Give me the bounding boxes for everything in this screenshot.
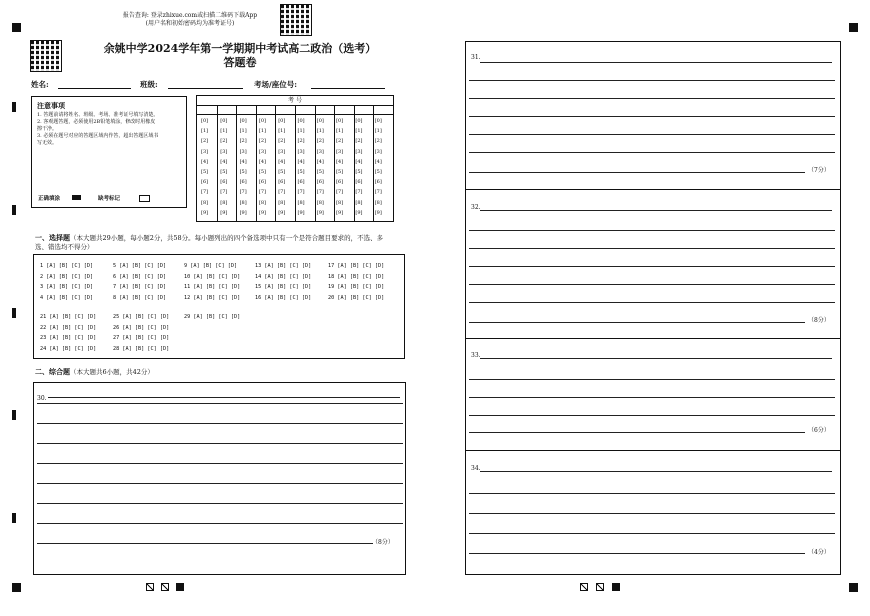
- question-score: （4分）: [808, 549, 830, 556]
- page-mark-slash: [580, 583, 588, 591]
- grid-divider: [315, 105, 316, 221]
- exam-digit-bubble[interactable]: [2]: [278, 138, 286, 145]
- exam-digit-bubble[interactable]: [4]: [336, 158, 344, 165]
- exam-digit-bubble[interactable]: [6]: [278, 179, 286, 186]
- mcq-question-3[interactable]: 3 [A] [B] [C] [D]: [40, 284, 94, 290]
- exam-digit-bubble[interactable]: [8]: [239, 199, 247, 206]
- notes-box: [31, 96, 187, 208]
- exam-digit-bubble[interactable]: [1]: [220, 128, 228, 135]
- exam-digit-bubble[interactable]: [6]: [316, 179, 324, 186]
- exam-digit-bubble[interactable]: [6]: [355, 179, 363, 186]
- exam-digit-bubble[interactable]: [1]: [297, 128, 305, 135]
- exam-digit-bubble[interactable]: [8]: [297, 199, 305, 206]
- answer-line[interactable]: [469, 322, 805, 323]
- exam-digit-bubble[interactable]: [3]: [258, 148, 266, 155]
- exam-digit-bubble[interactable]: [1]: [258, 128, 266, 135]
- page-mark-slash: [161, 583, 169, 591]
- exam-digit-bubble[interactable]: [3]: [374, 148, 382, 155]
- exam-digit-bubble[interactable]: [2]: [258, 138, 266, 145]
- exam-digit-bubble[interactable]: [6]: [374, 179, 382, 186]
- exam-digit-bubble[interactable]: [5]: [374, 169, 382, 175]
- mcq-question-15[interactable]: 15 [A] [B] [C] [D]: [255, 284, 312, 290]
- answer-box-34[interactable]: [466, 451, 840, 574]
- exam-digit-bubble[interactable]: [5]: [201, 169, 209, 175]
- exam-digit-bubble[interactable]: [9]: [258, 209, 266, 216]
- exam-digit-bubble[interactable]: [8]: [316, 199, 324, 206]
- answer-line[interactable]: [469, 230, 835, 231]
- question-score: （6分）: [808, 427, 830, 434]
- name-field[interactable]: [58, 88, 131, 89]
- exam-digit-bubble[interactable]: [4]: [201, 158, 209, 165]
- exam-digit-bubble[interactable]: [0]: [278, 118, 286, 124]
- timing-mark: [12, 410, 16, 420]
- answer-line[interactable]: [48, 397, 400, 398]
- exam-digit-bubble[interactable]: [2]: [316, 138, 324, 145]
- mcq-question-2[interactable]: 2 [A] [B] [C] [D]: [40, 273, 94, 280]
- mcq-question-6[interactable]: 6 [A] [B] [C] [D]: [113, 273, 167, 280]
- answer-line[interactable]: [469, 493, 835, 494]
- exam-number-header: 考 号: [197, 96, 393, 106]
- question-number: 31.: [471, 54, 481, 61]
- exam-digit-bubble[interactable]: [0]: [374, 118, 382, 124]
- exam-digit-bubble[interactable]: [6]: [336, 179, 344, 186]
- exam-digit-bubble[interactable]: [7]: [278, 189, 286, 196]
- grid-divider: [236, 105, 237, 221]
- mcq-question-10[interactable]: 10 [A] [B] [C] [D]: [184, 273, 241, 280]
- exam-digit-bubble[interactable]: [4]: [355, 158, 363, 165]
- exam-digit-bubble[interactable]: [4]: [239, 158, 247, 165]
- exam-digit-bubble[interactable]: [2]: [239, 138, 247, 145]
- answer-line[interactable]: [37, 503, 403, 504]
- notes-item: 3. 必须在题号对应的答题区域内作答，超出答题区域书写无效。: [37, 133, 159, 146]
- exam-digit-bubble[interactable]: [5]: [336, 169, 344, 175]
- exam-digit-bubble[interactable]: [4]: [220, 158, 228, 165]
- exam-digit-bubble[interactable]: [0]: [258, 118, 266, 124]
- mcq-question-8[interactable]: 8 [A] [B] [C] [D]: [113, 294, 167, 301]
- exam-digit-bubble[interactable]: [1]: [355, 128, 363, 135]
- answer-line[interactable]: [469, 284, 835, 285]
- exam-digit-bubble[interactable]: [0]: [297, 118, 305, 124]
- mcq-question-20[interactable]: 20 [A] [B] [C] [D]: [328, 294, 385, 301]
- grid-divider: [373, 105, 374, 221]
- answer-line[interactable]: [469, 513, 835, 514]
- exam-digit-bubble[interactable]: [2]: [336, 138, 344, 145]
- app-download-line2: (用户名和初始密码均为准考证号): [145, 20, 235, 27]
- grid-divider: [354, 105, 355, 221]
- exam-digit-bubble[interactable]: [5]: [239, 169, 247, 175]
- exam-digit-bubble[interactable]: [6]: [201, 179, 209, 186]
- notes-item: 2. 客观题答题，必须使用2B铅笔填涂，修改时用橡皮擦干净。: [37, 119, 156, 132]
- answer-line[interactable]: [480, 210, 832, 211]
- exam-digit-bubble[interactable]: [6]: [239, 179, 247, 186]
- answer-line[interactable]: [469, 553, 805, 554]
- class-label: 班级:: [140, 80, 158, 89]
- qr-code-icon: [281, 5, 311, 35]
- exam-digit-bubble[interactable]: [8]: [201, 199, 209, 206]
- exam-digit-bubble[interactable]: [3]: [278, 148, 286, 155]
- correct-fill-label: 正确填涂: [38, 196, 61, 202]
- exam-digit-bubble[interactable]: [2]: [374, 138, 382, 145]
- exam-digit-bubble[interactable]: [0]: [220, 118, 228, 124]
- answer-box-32[interactable]: [466, 190, 840, 339]
- exam-digit-bubble[interactable]: [4]: [297, 158, 305, 165]
- exam-digit-bubble[interactable]: [1]: [374, 128, 382, 135]
- exam-digit-bubble[interactable]: [8]: [355, 199, 363, 206]
- corner-mark-br: [849, 583, 858, 592]
- question-score: （8分）: [372, 539, 394, 546]
- section1-heading: 一、选择题: [35, 233, 70, 242]
- qr-code-icon: [31, 41, 61, 71]
- notes-item: 1. 答题前请将姓名、班级、考场、准考证号填写清楚。: [37, 112, 159, 118]
- mcq-question-12[interactable]: 12 [A] [B] [C] [D]: [184, 294, 241, 301]
- exam-digit-bubble[interactable]: [4]: [374, 158, 382, 165]
- answer-line[interactable]: [37, 443, 403, 444]
- exam-digit-bubble[interactable]: [2]: [201, 138, 209, 145]
- question-number: 30.: [37, 395, 47, 402]
- exam-digit-bubble[interactable]: [3]: [336, 148, 344, 155]
- exam-digit-bubble[interactable]: [0]: [201, 118, 209, 124]
- exam-digit-bubble[interactable]: [4]: [258, 158, 266, 165]
- exam-digit-bubble[interactable]: [3]: [355, 148, 363, 155]
- section2-heading-row: [35, 367, 154, 377]
- exam-digit-bubble[interactable]: [3]: [316, 148, 324, 155]
- seat-field[interactable]: [311, 88, 385, 89]
- answer-box-33[interactable]: [466, 339, 840, 451]
- grid-divider: [256, 105, 257, 221]
- exam-digit-bubble[interactable]: [5]: [316, 169, 324, 175]
- answer-box-31[interactable]: [466, 42, 840, 190]
- exam-number-grid: [196, 95, 394, 222]
- answer-line[interactable]: [37, 523, 403, 524]
- absent-mark-box[interactable]: [139, 195, 150, 202]
- mcq-question-14[interactable]: 14 [A] [B] [C] [D]: [255, 273, 312, 280]
- answer-line[interactable]: [469, 379, 835, 380]
- exam-digit-bubble[interactable]: [9]: [297, 209, 305, 216]
- exam-digit-bubble[interactable]: [5]: [355, 169, 363, 175]
- corner-mark-tr: [849, 23, 858, 32]
- exam-digit-bubble[interactable]: [9]: [201, 209, 209, 216]
- question-number: 33.: [471, 352, 481, 359]
- exam-digit-bubble[interactable]: [1]: [336, 128, 344, 135]
- answer-line[interactable]: [469, 134, 835, 135]
- exam-digit-bubble[interactable]: [9]: [374, 209, 382, 216]
- name-label: 姓名:: [31, 80, 49, 89]
- answer-line[interactable]: [480, 62, 832, 63]
- exam-digit-bubble[interactable]: [9]: [220, 209, 228, 216]
- timing-mark: [12, 102, 16, 112]
- grid-divider: [275, 105, 276, 221]
- section2-heading: 二、综合题: [35, 367, 70, 376]
- app-download-line1: 报告查询: 登录zhixue.com或扫描二维码下载App: [122, 12, 258, 19]
- question-number: 34.: [471, 465, 481, 472]
- answer-line[interactable]: [469, 415, 835, 416]
- mcq-question-19[interactable]: 19 [A] [B] [C] [D]: [328, 284, 385, 290]
- exam-digit-bubble[interactable]: [7]: [336, 189, 344, 196]
- answer-line[interactable]: [37, 423, 403, 424]
- exam-digit-bubble[interactable]: [0]: [239, 118, 247, 124]
- exam-digit-bubble[interactable]: [5]: [278, 169, 286, 175]
- mcq-question-28[interactable]: 28 [A] [B] [C] [D]: [113, 345, 170, 352]
- corner-mark-bl: [12, 583, 21, 592]
- exam-digit-bubble[interactable]: [7]: [220, 189, 228, 196]
- answer-line[interactable]: [37, 463, 403, 464]
- page-mark-filled: [612, 583, 620, 591]
- exam-digit-bubble[interactable]: [1]: [278, 128, 286, 135]
- mcq-question-13[interactable]: 13 [A] [B] [C] [D]: [255, 263, 312, 269]
- exam-digit-bubble[interactable]: [6]: [297, 179, 305, 186]
- exam-digit-bubble[interactable]: [7]: [297, 189, 305, 196]
- title-line2: 答题卷: [223, 56, 257, 69]
- exam-digit-bubble[interactable]: [4]: [316, 158, 324, 165]
- absent-mark-label: 缺考标记: [98, 196, 121, 202]
- mcq-question-11[interactable]: 11 [A] [B] [C] [D]: [184, 284, 241, 290]
- answer-line[interactable]: [469, 116, 835, 117]
- timing-mark: [12, 205, 16, 215]
- mcq-question-22[interactable]: 22 [A] [B] [C] [D]: [40, 324, 97, 331]
- answer-line[interactable]: [469, 266, 835, 267]
- correct-fill-sample: [72, 195, 81, 200]
- mcq-question-9[interactable]: 9 [A] [B] [C] [D]: [184, 263, 238, 269]
- exam-digit-bubble[interactable]: [2]: [297, 138, 305, 145]
- answer-line[interactable]: [37, 403, 403, 404]
- exam-digit-bubble[interactable]: [7]: [239, 189, 247, 196]
- answer-line[interactable]: [469, 397, 835, 398]
- exam-digit-bubble[interactable]: [0]: [316, 118, 324, 124]
- class-field[interactable]: [168, 88, 243, 89]
- mcq-question-23[interactable]: 23 [A] [B] [C] [D]: [40, 335, 97, 341]
- page-mark-slash: [596, 583, 604, 591]
- section1-heading-row: [35, 233, 395, 252]
- exam-digit-bubble[interactable]: [4]: [278, 158, 286, 165]
- section1-description: （本大题共29小题，每小题2分，共58分。每小题列出的四个备选项中只有一个是符合题目要求的，不选、多选、错选均不得分）: [35, 234, 384, 251]
- notes-title: 注意事项: [37, 101, 65, 110]
- answer-line[interactable]: [37, 483, 403, 484]
- answer-line[interactable]: [469, 80, 835, 81]
- notes-list: [37, 112, 159, 147]
- exam-digit-bubble[interactable]: [7]: [316, 189, 324, 196]
- answer-line[interactable]: [37, 543, 373, 544]
- exam-digit-bubble[interactable]: [3]: [220, 148, 228, 155]
- app-download-note: [115, 12, 265, 28]
- exam-digit-bubble[interactable]: [2]: [355, 138, 363, 145]
- exam-digit-bubble[interactable]: [5]: [220, 169, 228, 175]
- page-mark-slash: [146, 583, 154, 591]
- answer-line[interactable]: [480, 471, 832, 472]
- answer-line[interactable]: [469, 533, 835, 534]
- exam-digit-bubble[interactable]: [7]: [201, 189, 209, 196]
- exam-digit-bubble[interactable]: [1]: [201, 128, 209, 135]
- exam-digit-bubble[interactable]: [1]: [316, 128, 324, 135]
- mcq-question-29[interactable]: 29 [A] [B] [C] [D]: [184, 314, 241, 320]
- exam-digit-bubble[interactable]: [0]: [336, 118, 344, 124]
- exam-digit-bubble[interactable]: [8]: [336, 199, 344, 206]
- grid-divider: [334, 105, 335, 221]
- exam-digit-bubble[interactable]: [0]: [355, 118, 363, 124]
- answer-line[interactable]: [469, 152, 835, 153]
- mcq-question-7[interactable]: 7 [A] [B] [C] [D]: [113, 284, 167, 290]
- exam-digit-bubble[interactable]: [9]: [316, 209, 324, 216]
- mcq-question-5[interactable]: 5 [A] [B] [C] [D]: [113, 263, 167, 269]
- section2-description: （本大题共6小题，共42分）: [70, 368, 154, 376]
- timing-mark: [12, 308, 16, 318]
- answer-line[interactable]: [469, 248, 835, 249]
- mcq-box: [33, 254, 405, 359]
- mcq-question-17[interactable]: 17 [A] [B] [C] [D]: [328, 263, 385, 269]
- mcq-question-21[interactable]: 21 [A] [B] [C] [D]: [40, 314, 97, 320]
- question-number: 32.: [471, 204, 481, 211]
- exam-digit-bubble[interactable]: [6]: [220, 179, 228, 186]
- exam-digit-bubble[interactable]: [6]: [258, 179, 266, 186]
- question-score: （8分）: [808, 317, 830, 324]
- exam-digit-bubble[interactable]: [9]: [355, 209, 363, 216]
- exam-digit-bubble[interactable]: [8]: [220, 199, 228, 206]
- exam-digit-bubble[interactable]: [2]: [220, 138, 228, 145]
- title-line1: 余姚中学2024学年第一学期期中考试高二政治（选考）: [103, 42, 377, 55]
- mcq-question-4[interactable]: 4 [A] [B] [C] [D]: [40, 294, 94, 301]
- answer-line[interactable]: [469, 172, 805, 173]
- question-score: （7分）: [808, 167, 830, 174]
- exam-digit-bubble[interactable]: [9]: [278, 209, 286, 216]
- exam-digit-bubble[interactable]: [5]: [297, 169, 305, 175]
- mcq-question-1[interactable]: 1 [A] [B] [C] [D]: [40, 263, 94, 269]
- answer-line[interactable]: [480, 358, 832, 359]
- exam-digit-bubble[interactable]: [9]: [336, 209, 344, 216]
- answer-box-30[interactable]: [33, 382, 406, 575]
- exam-digit-bubble[interactable]: [3]: [239, 148, 247, 155]
- timing-mark: [12, 513, 16, 523]
- exam-digit-bubble[interactable]: [5]: [258, 169, 266, 175]
- grid-divider: [295, 105, 296, 221]
- exam-digit-bubble[interactable]: [7]: [258, 189, 266, 196]
- mcq-question-26[interactable]: 26 [A] [B] [C] [D]: [113, 324, 170, 331]
- mcq-question-27[interactable]: 27 [A] [B] [C] [D]: [113, 335, 170, 341]
- exam-digit-bubble[interactable]: [8]: [374, 199, 382, 206]
- exam-digit-bubble[interactable]: [1]: [239, 128, 247, 135]
- seat-label: 考场/座位号:: [254, 80, 298, 89]
- corner-mark-tl: [12, 23, 21, 32]
- mcq-question-25[interactable]: 25 [A] [B] [C] [D]: [113, 314, 170, 320]
- exam-digit-bubble[interactable]: [8]: [258, 199, 266, 206]
- answer-line[interactable]: [469, 98, 835, 99]
- mcq-question-18[interactable]: 18 [A] [B] [C] [D]: [328, 273, 385, 280]
- page-mark-filled: [176, 583, 184, 591]
- exam-digit-bubble[interactable]: [3]: [297, 148, 305, 155]
- exam-digit-bubble[interactable]: [3]: [201, 148, 209, 155]
- right-answer-panel: [465, 41, 841, 575]
- exam-digit-bubble[interactable]: [7]: [355, 189, 363, 196]
- mcq-question-16[interactable]: 16 [A] [B] [C] [D]: [255, 294, 312, 301]
- grid-divider: [217, 105, 218, 221]
- exam-digit-bubble[interactable]: [9]: [239, 209, 247, 216]
- page-title: [70, 42, 410, 70]
- exam-digit-bubble[interactable]: [7]: [374, 189, 382, 196]
- answer-line[interactable]: [469, 432, 805, 433]
- answer-line[interactable]: [469, 302, 835, 303]
- exam-digit-bubble[interactable]: [8]: [278, 199, 286, 206]
- mcq-question-24[interactable]: 24 [A] [B] [C] [D]: [40, 345, 97, 352]
